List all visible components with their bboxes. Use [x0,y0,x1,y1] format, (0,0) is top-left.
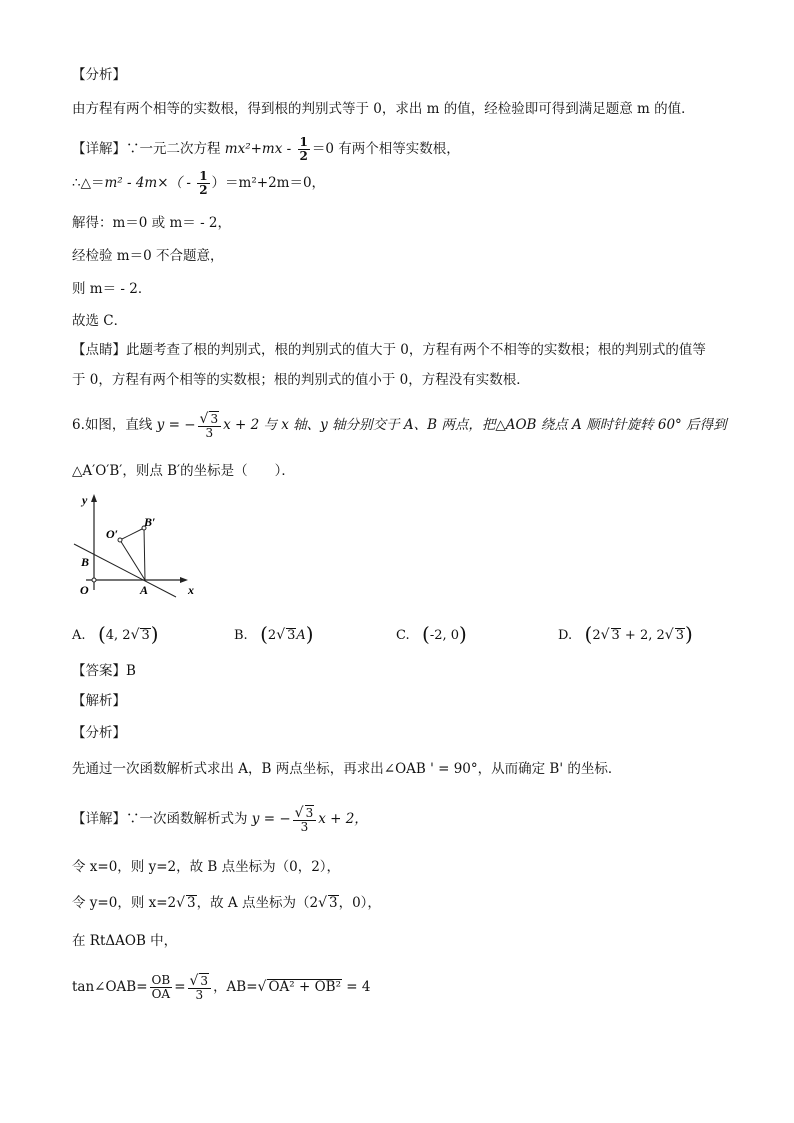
label-o-prime: O′ [106,527,119,541]
analysis-text: 由方程有两个相等的实数根，得到根的判别式等于 0，求出 m 的值，经检验即可得到满足题意 m 的值． [72,101,695,117]
detail-line-function [72,802,368,836]
label-y: y [82,493,88,507]
analysis-text-2: 先通过一次函数解析式求出 A，B 两点坐标，再求出∠OAB ' = 90°，从而确定 B' 的坐标． [72,761,622,777]
fraction-sqrt3-3-c: $\frac{√ 3}{3}$ [188,973,212,1002]
q6-head: 6.如图，直线 [72,417,157,433]
segment-o2-b2 [120,528,144,540]
tan-line: tan∠OAB= $\frac{OB}{OA}$ = $\frac{√ 3}{3}$ ，AB=√ OA² + OB² = 4 [72,973,371,1002]
option-a[interactable]: A. (4, 2√ 3) [72,622,159,646]
option-b-radicand: 3 [287,628,296,643]
detail-line-1 [72,134,460,164]
delta-head: ∴△＝ [72,175,105,191]
comment-line-2: 于 0，方程有两个相等的实数根；根的判别式的值小于 0，方程没有实数根． [72,372,530,388]
option-a-value: 4, 2 [105,628,131,643]
label-b: B [81,555,90,569]
coordinate-figure [72,490,212,606]
d3-radicand: 3 [187,895,196,911]
point-a-line: 令 y=0，则 x=2√ 3，故 A 点坐标为（2√ 3，0）， [72,895,381,911]
question-6-line-2: △A′O′B′，则点 B′的坐标是（ ）． [72,463,295,479]
option-c[interactable]: C. (-2, 0) [396,622,467,646]
triangle-line: 在 RtΔAOB 中， [72,933,178,949]
solve-line: 解得：m＝0 或 m＝ - 2， [72,215,232,231]
check-line: 经检验 m＝0 不合题意， [72,248,224,264]
d5-mid: ，AB= [213,979,258,995]
d5-tail: = 4 [342,979,371,995]
fraction-half: $\frac{1}{2}$ [299,135,308,163]
q6-y: y = − [156,417,196,433]
line-ab [74,544,176,597]
q6-mid: x + 2 与 x 轴、y 轴分别交于 A、B 两点，把△AOB 绕点 A 顺时针旋转 60° 后得到 [223,417,727,433]
delta-mid: m² - 4m×（ - [104,175,196,191]
label-x: x [188,583,194,597]
option-d-radicand-2: 3 [675,628,684,643]
d3-end: ，0）， [338,895,381,911]
ab-radicand: OA² + OB² [268,979,341,995]
detail-head: 【详解】∵一元二次方程 [72,141,225,157]
d1-head: 【详解】∵一次函数解析式为 [72,811,252,827]
d5-head: tan∠OAB= [72,979,148,995]
comment-line-1: 【点睛】此题考查了根的判别式，根的判别式的值大于 0，方程有两个不相等的实数根；根的判别式的值等 [72,342,706,358]
option-b[interactable]: B. (2√ 3A) [234,622,314,646]
d3-radicand-2: 3 [328,895,338,911]
d3-tail: ，故 A 点坐标为（2 [196,895,319,911]
delta-tail: ）＝m²+2m＝0， [211,175,326,191]
answer-line: 【答案】B [72,663,136,679]
option-d-value: 2 [592,628,601,643]
y-axis-arrow [91,494,97,502]
label-a: A [140,583,149,597]
point-o2 [118,538,122,542]
explanation-heading: 【解析】 [72,693,126,709]
equation-tail: ＝0 有两个相等实数根， [311,141,460,157]
option-b-value: 2 [267,628,277,643]
point-o [92,578,96,582]
option-d[interactable]: D. (2√ 3 + 2, 2√ 3) [558,622,693,646]
choice-line: 故选 C． [72,313,128,329]
option-c-label: C. [396,628,410,643]
option-d-radicand-1: 3 [611,628,620,643]
segment-b2-a [144,528,145,580]
option-a-radicand: 3 [141,628,150,643]
fraction-ob-oa: $\frac{OB}{OA}$ [151,973,171,1001]
fraction-sqrt3-over-3-b: $\frac{√ 3}{3}$ [293,805,317,834]
x-axis-arrow [180,577,188,583]
option-d-label: D. [558,628,573,643]
option-b-value-2: A [296,628,306,643]
option-d-value-2: + 2, 2 [620,628,665,643]
d1-y: y = − [251,811,291,827]
label-o: O [80,583,89,597]
analysis-heading-2: 【分析】 [72,725,126,741]
option-c-value: -2, 0 [429,628,460,643]
d1-tail: x + 2， [318,811,368,827]
equation-expr: mx²+mx - [224,141,296,157]
point-b-line: 令 x=0，则 y=2，故 B 点坐标为（0，2）， [72,859,341,875]
question-6-line-1 [72,408,727,442]
result-line: 则 m＝ - 2． [72,281,152,297]
fraction-half-2: $\frac{1}{2}$ [199,169,208,197]
option-b-label: B. [234,628,248,643]
section-heading-analysis: 【分析】 [72,67,126,83]
d3-head: 令 y=0，则 x=2 [72,895,177,911]
detail-line-2 [72,168,325,198]
fraction-sqrt3-over-3: $\frac{√ 3}{3}$ [198,411,222,440]
option-a-label: A. [72,628,86,643]
label-b-prime: B′ [144,515,156,529]
